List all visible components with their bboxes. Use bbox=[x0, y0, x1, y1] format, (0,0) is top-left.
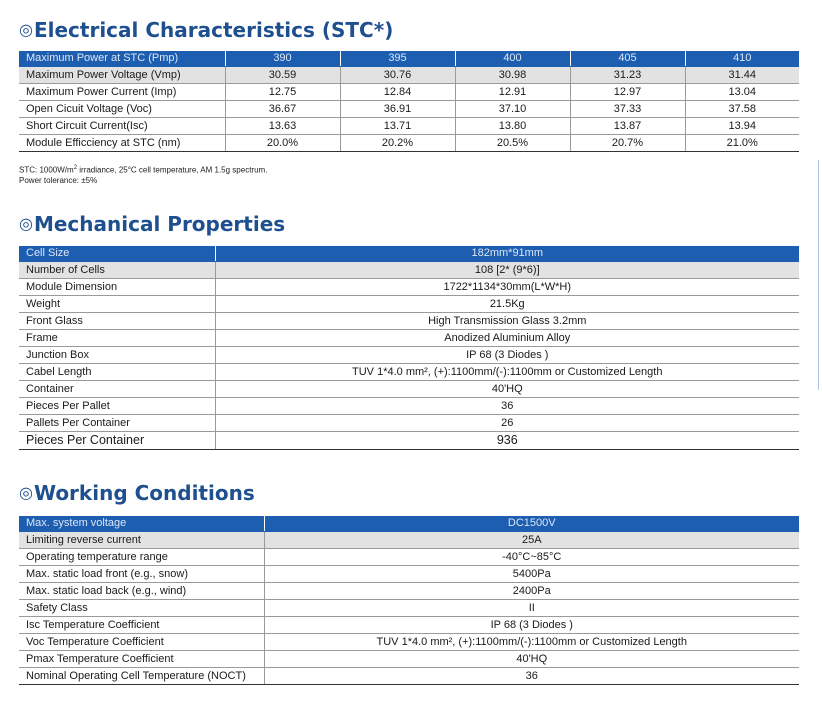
row-label: Isc Temperature Coefficient bbox=[19, 617, 264, 634]
row-label: Safety Class bbox=[19, 600, 264, 617]
row-label: Pallets Per Container bbox=[19, 415, 215, 432]
table-header-row bbox=[19, 516, 799, 532]
row-value: 12.97 bbox=[570, 84, 685, 101]
circle-bullet-icon: ◎ bbox=[19, 483, 33, 502]
row-label: Limiting reverse current bbox=[19, 532, 264, 549]
row-value: 36 bbox=[264, 668, 799, 685]
power-tolerance-note: Power tolerance: ±5% bbox=[19, 175, 98, 185]
row-value: 36.91 bbox=[340, 101, 455, 118]
header-cell: Cell Size bbox=[19, 246, 215, 262]
header-cell: Maximum Power at STC (Pmp) bbox=[19, 51, 225, 67]
row-value: 2400Pa bbox=[264, 583, 799, 600]
row-label: Cabel Length bbox=[19, 364, 215, 381]
row-label: Weight bbox=[19, 296, 215, 313]
table-row bbox=[19, 549, 799, 566]
table-row bbox=[19, 330, 799, 347]
row-value: 21.5Kg bbox=[215, 296, 799, 313]
table-row bbox=[19, 364, 799, 381]
row-value: 20.5% bbox=[455, 135, 570, 152]
table-row bbox=[19, 313, 799, 330]
row-value: 36.67 bbox=[225, 101, 340, 118]
row-value: 13.80 bbox=[455, 118, 570, 135]
circle-bullet-icon: ◎ bbox=[19, 214, 33, 233]
row-value: 40'HQ bbox=[264, 651, 799, 668]
table-row bbox=[19, 262, 799, 279]
table-row bbox=[19, 432, 799, 450]
row-label: Open Cicuit Voltage (Voc) bbox=[19, 101, 225, 118]
row-label: Front Glass bbox=[19, 313, 215, 330]
table-row bbox=[19, 118, 799, 135]
row-value: 12.91 bbox=[455, 84, 570, 101]
row-value: 20.2% bbox=[340, 135, 455, 152]
row-value: 13.63 bbox=[225, 118, 340, 135]
row-label: Voc Temperature Coefficient bbox=[19, 634, 264, 651]
electrical-table bbox=[19, 51, 799, 152]
row-value: 12.75 bbox=[225, 84, 340, 101]
table-row bbox=[19, 634, 799, 651]
row-value: 30.98 bbox=[455, 67, 570, 84]
header-cell: 400 bbox=[455, 51, 570, 67]
table-row bbox=[19, 583, 799, 600]
row-value: 40'HQ bbox=[215, 381, 799, 398]
row-value: TUV 1*4.0 mm², (+):1100mm/(-):1100mm or Customized Length bbox=[215, 364, 799, 381]
table-row bbox=[19, 296, 799, 313]
table-row bbox=[19, 532, 799, 549]
row-value: 36 bbox=[215, 398, 799, 415]
table-row bbox=[19, 651, 799, 668]
row-value: Anodized Aluminium Alloy bbox=[215, 330, 799, 347]
circle-bullet-icon: ◎ bbox=[19, 20, 33, 39]
row-value: 108 [2* (9*6)] bbox=[215, 262, 799, 279]
table-row bbox=[19, 279, 799, 296]
working-table bbox=[19, 516, 799, 685]
row-value: High Transmission Glass 3.2mm bbox=[215, 313, 799, 330]
header-cell: 405 bbox=[570, 51, 685, 67]
row-value: 20.0% bbox=[225, 135, 340, 152]
header-cell: 390 bbox=[225, 51, 340, 67]
header-cell: Max. system voltage bbox=[19, 516, 264, 532]
row-label: Maximum Power Voltage (Vmp) bbox=[19, 67, 225, 84]
table-row bbox=[19, 347, 799, 364]
row-label: Number of Cells bbox=[19, 262, 215, 279]
row-label: Module Dimension bbox=[19, 279, 215, 296]
table-row bbox=[19, 135, 799, 152]
table-header-row bbox=[19, 51, 799, 67]
row-label: Pieces Per Pallet bbox=[19, 398, 215, 415]
table-row bbox=[19, 84, 799, 101]
header-cell: 410 bbox=[685, 51, 799, 67]
row-label: Frame bbox=[19, 330, 215, 347]
row-value: -40°C~85°C bbox=[264, 549, 799, 566]
row-label: Container bbox=[19, 381, 215, 398]
row-value: TUV 1*4.0 mm², (+):1100mm/(-):1100mm or Customized Length bbox=[264, 634, 799, 651]
header-cell: 182mm*91mm bbox=[215, 246, 799, 262]
table-row bbox=[19, 600, 799, 617]
row-value: 12.84 bbox=[340, 84, 455, 101]
stc-note: STC: $1000W/m^2$ irradiance, 25°C cell temperature, AM 1.5g spectrum. bbox=[19, 165, 268, 175]
row-value: 37.10 bbox=[455, 101, 570, 118]
row-value: 13.87 bbox=[570, 118, 685, 135]
row-value: 31.23 bbox=[570, 67, 685, 84]
table-row bbox=[19, 381, 799, 398]
table-row bbox=[19, 67, 799, 84]
row-label: Pmax Temperature Coefficient bbox=[19, 651, 264, 668]
row-value: 37.33 bbox=[570, 101, 685, 118]
row-value: IP 68 (3 Diodes ) bbox=[264, 617, 799, 634]
row-label: Operating temperature range bbox=[19, 549, 264, 566]
page-edge-line bbox=[818, 160, 819, 390]
table-row bbox=[19, 398, 799, 415]
mechanical-table bbox=[19, 246, 799, 450]
row-value: 5400Pa bbox=[264, 566, 799, 583]
row-value: 26 bbox=[215, 415, 799, 432]
table-row bbox=[19, 668, 799, 685]
row-value: IP 68 (3 Diodes ) bbox=[215, 347, 799, 364]
row-value: 30.59 bbox=[225, 67, 340, 84]
row-value: 13.04 bbox=[685, 84, 799, 101]
row-value: 25A bbox=[264, 532, 799, 549]
row-value: 31.44 bbox=[685, 67, 799, 84]
row-label: Maximum Power Current (Imp) bbox=[19, 84, 225, 101]
mechanical-section-title: ◎Mechanical Properties bbox=[19, 212, 286, 236]
row-label: Pieces Per Container bbox=[19, 432, 215, 450]
header-cell: DC1500V bbox=[264, 516, 799, 532]
row-value: 37.58 bbox=[685, 101, 799, 118]
table-row bbox=[19, 617, 799, 634]
row-value: II bbox=[264, 600, 799, 617]
table-row bbox=[19, 415, 799, 432]
working-section-title: ◎Working Conditions bbox=[19, 481, 255, 505]
table-row bbox=[19, 101, 799, 118]
table-header-row bbox=[19, 246, 799, 262]
row-value: 30.76 bbox=[340, 67, 455, 84]
row-value: 20.7% bbox=[570, 135, 685, 152]
header-cell: 395 bbox=[340, 51, 455, 67]
row-value: 936 bbox=[215, 432, 799, 450]
row-value: 21.0% bbox=[685, 135, 799, 152]
row-label: Short Circuit Current(Isc) bbox=[19, 118, 225, 135]
row-label: Nominal Operating Cell Temperature (NOCT) bbox=[19, 668, 264, 685]
table-row bbox=[19, 566, 799, 583]
row-label: Max. static load back (e.g., wind) bbox=[19, 583, 264, 600]
row-value: 1722*1134*30mm(L*W*H) bbox=[215, 279, 799, 296]
row-value: 13.71 bbox=[340, 118, 455, 135]
row-label: Module Efficciency at STC (nm) bbox=[19, 135, 225, 152]
electrical-section-title: ◎Electrical Characteristics (STC*) bbox=[19, 18, 394, 42]
row-label: Max. static load front (e.g., snow) bbox=[19, 566, 264, 583]
row-value: 13.94 bbox=[685, 118, 799, 135]
row-label: Junction Box bbox=[19, 347, 215, 364]
stc-footnote bbox=[19, 163, 267, 186]
